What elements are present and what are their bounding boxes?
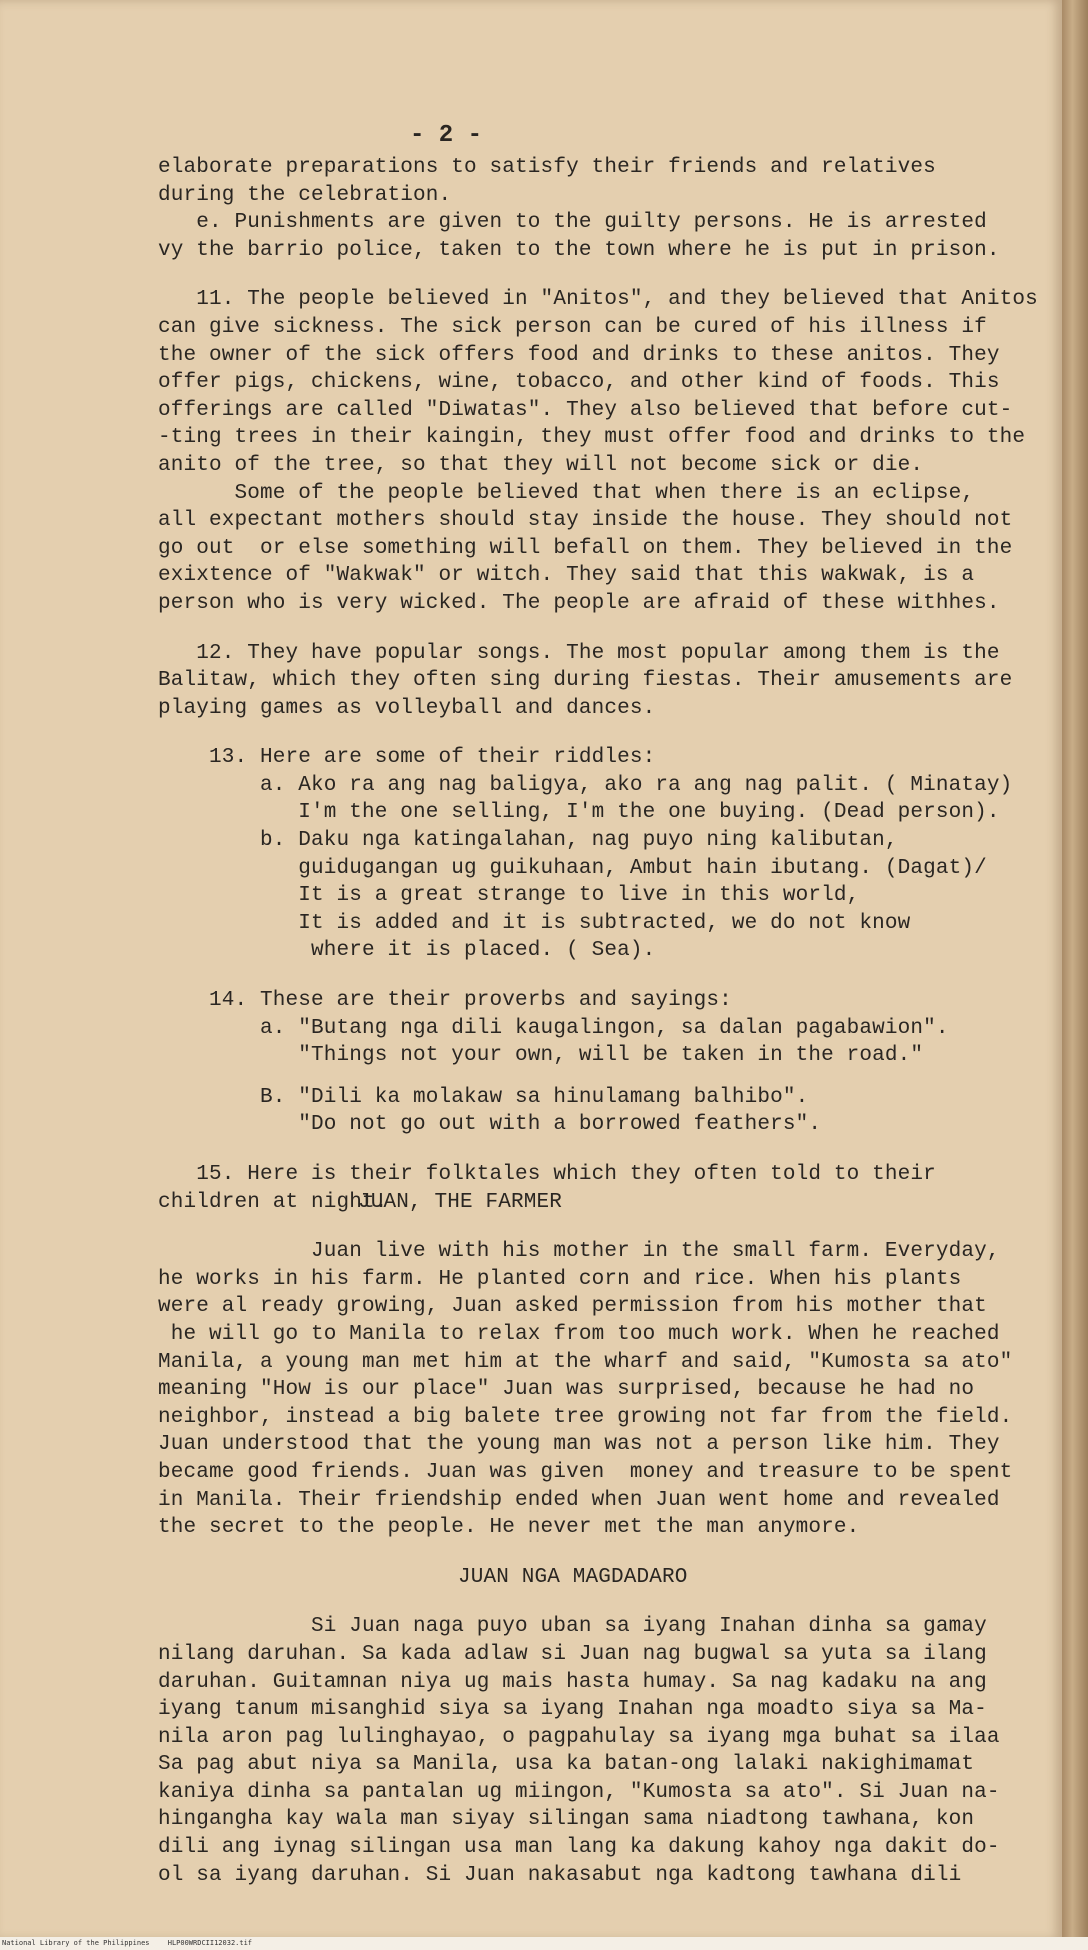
text-line: during the celebration. <box>158 183 452 207</box>
text-line: kaniya dinha sa pantalan ug miingon, "Kumosta sa ato". Si Juan na- <box>158 1780 1000 1804</box>
text-line: b. Daku nga katingalahan, nag puyo ning kalibutan, <box>158 829 898 853</box>
text-line: offerings are called "Diwatas". They also believed that before cut- <box>158 398 1013 422</box>
text-line: 14. These are their proverbs and sayings: <box>158 989 732 1013</box>
text-line: nila aron pag lulinghayao, o pagpahulay sa iyang mga buhat sa ilaa <box>158 1725 1000 1749</box>
text-line: nilang daruhan. Sa kada adlaw si Juan nag bugwal sa yuta sa ilang <box>158 1642 987 1666</box>
text-line: in Manila. Their friendship ended when Juan went home and revealed <box>158 1488 1000 1512</box>
text-line: offer pigs, chickens, wine, tobacco, and other kind of foods. This <box>158 371 1000 395</box>
text-line: -ting trees in their kaingin, they must offer food and drinks to the <box>158 426 1026 450</box>
text-line: a. Ako ra ang nag baligya, ako ra ang nag palit. ( Minatay) <box>158 773 1013 797</box>
text-line: Some of the people believed that when there is an eclipse, <box>158 481 975 505</box>
page-edge <box>1062 0 1088 1950</box>
text-line: he will go to Manila to relax from too much work. When he reached <box>158 1322 1000 1346</box>
text-line: neighbor, instead a big balete tree growing not far from the field. <box>158 1405 1013 1429</box>
text-line: guidugangan ug guikuhaan, Ambut hain ibutang. (Dagat)/ <box>158 856 987 880</box>
text-line: 12. They have popular songs. The most popular among them is the <box>158 641 1000 665</box>
text-line: Juan live with his mother in the small farm. Everyday, <box>158 1240 1000 1264</box>
text-line: Sa pag abut niya sa Manila, usa ka batan-ong lalaki nakighimamat <box>158 1753 975 1777</box>
text-line: 13. Here are some of their riddles: <box>158 746 656 770</box>
text-line: 15. Here is their folktales which they often told to their <box>158 1163 936 1186</box>
text-line: anito of the tree, so that they will not become sick or die. <box>158 453 924 477</box>
text-line: a. "Butang nga dili kaugalingon, sa dalan pagabawion". <box>158 1016 949 1040</box>
text-line: e. Punishments are given to the guilty persons. He is arrested <box>158 211 987 235</box>
text-line: children at night. <box>158 1190 388 1214</box>
text-line: Manila, a young man met him at the wharf and said, "Kumosta sa ato" <box>158 1350 1013 1374</box>
text-line: B. "Dili ka molakaw sa hinulamang balhibo". <box>158 1085 809 1109</box>
text-line: dili ang iynag silingan usa man lang ka dakung kahoy nga dakit do- <box>158 1836 1000 1860</box>
text-line: elaborate preparations to satisfy their friends and relatives <box>158 156 936 179</box>
text-line: the secret to the people. He never met the man anymore. <box>158 1516 860 1540</box>
text-line: Si Juan naga puyo uban sa iyang Inahan dinha sa gamay <box>158 1615 987 1639</box>
text-line: the owner of the sick offers food and drinks to these anitos. They <box>158 343 1000 367</box>
text-line: all expectant mothers should stay inside the house. They should not <box>158 509 1013 533</box>
text-line: "Things not your own, will be taken in the road." <box>158 1044 924 1068</box>
text-line: person who is very wicked. The people are afraid of these withhes. <box>158 591 1000 615</box>
text-line: I'm the one selling, I'm the one buying. (Dead person). <box>158 801 1000 825</box>
document-body <box>158 118 1038 1889</box>
text-line: became good friends. Juan was given money and treasure to be spent <box>158 1460 1013 1484</box>
text-line: can give sickness. The sick person can be cured of his illness if <box>158 315 987 339</box>
footer-library: National Library of the Philippines <box>2 1939 150 1947</box>
text-line: 11. The people believed in "Anitos", and they believed that Anitos <box>158 288 1038 312</box>
text-line: Juan understood that the young man was not a person like him. They <box>158 1433 1000 1457</box>
text-line: Balitaw, which they often sing during fiestas. Their amusements are <box>158 669 1013 693</box>
story-title: JUAN, THE FARMER <box>358 1190 563 1214</box>
story-title: JUAN NGA MAGDADARO <box>458 1565 688 1589</box>
text-line: "Do not go out with a borrowed feathers". <box>158 1113 822 1137</box>
text-line: meaning "How is our place" Juan was surprised, because he had no <box>158 1378 975 1402</box>
text-line: he works in his farm. He planted corn and rice. When his plants <box>158 1267 962 1291</box>
text-line: vy the barrio police, taken to the town where he is put in prison. <box>158 238 1000 262</box>
text-line: daruhan. Guitamnan niya ug mais hasta humay. Sa nag kadaku na ang <box>158 1670 987 1694</box>
page-number: - 2 - <box>410 122 483 149</box>
footer-filename: HLP00WRDCII12032.tif <box>167 1939 253 1947</box>
text-line: exixtence of "Wakwak" or witch. They said that this wakwak, is a <box>158 564 975 588</box>
text-line: where it is placed. ( Sea). <box>158 939 656 963</box>
scan-footer <box>0 1937 1088 1950</box>
text-line: It is a great strange to live in this world, <box>158 884 860 908</box>
text-line: playing games as volleyball and dances. <box>158 696 656 720</box>
text-line: hingangha kay wala man siyay silingan sama niadtong tawhana, kon <box>158 1808 975 1832</box>
text-line: It is added and it is subtracted, we do not know <box>158 911 911 935</box>
text-line: go out or else something will befall on them. They believed in the <box>158 536 1013 560</box>
text-line: ol sa iyang daruhan. Si Juan nakasabut nga kadtong tawhana dili <box>158 1863 962 1887</box>
text-line: iyang tanum misanghid siya sa iyang Inahan nga moadto siya sa Ma- <box>158 1698 987 1722</box>
text-line: were al ready growing, Juan asked permission from his mother that <box>158 1295 987 1319</box>
